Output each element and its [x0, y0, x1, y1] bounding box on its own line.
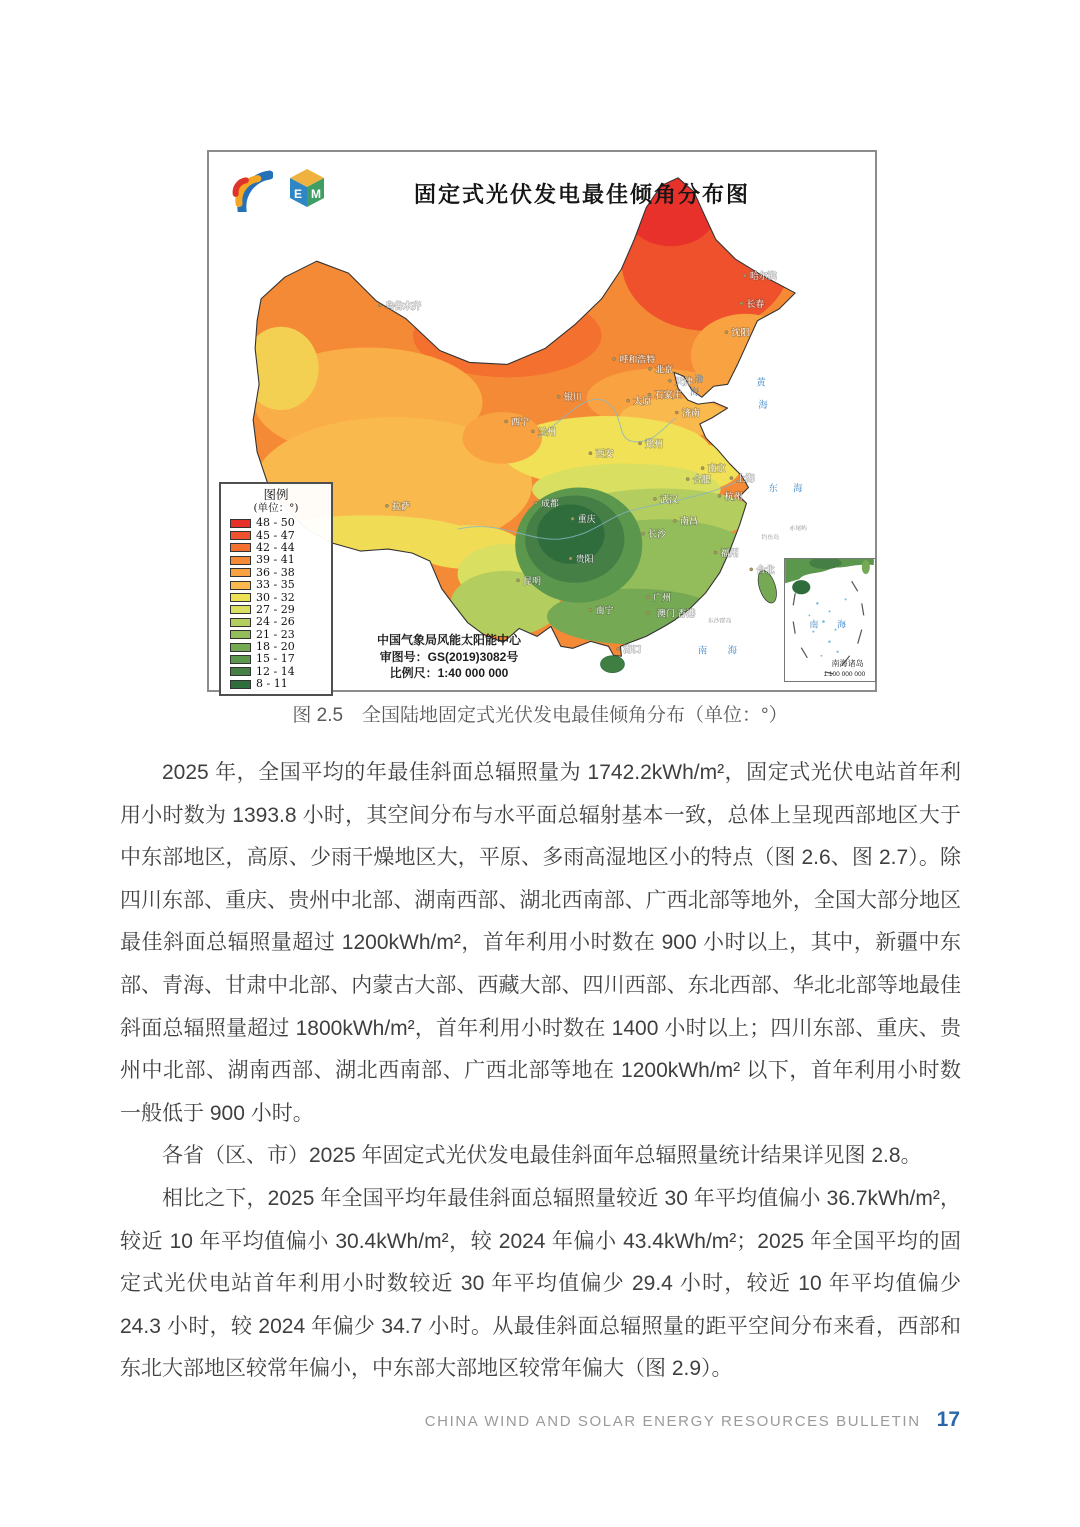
city-dot: [617, 647, 620, 650]
inset-scale-label: 1:100 000 000: [823, 670, 866, 678]
city-dot: [686, 477, 689, 480]
legend-entries: [221, 517, 331, 690]
city-label: 银川: [563, 392, 582, 403]
attribution-agency: 中国气象局风能太阳能中心: [376, 633, 521, 647]
city-label: 海口: [623, 644, 642, 655]
city-dot: [589, 452, 592, 455]
city-label: 南宁: [595, 605, 614, 616]
city-dot: [718, 494, 721, 497]
city-label: 兰州: [538, 426, 556, 437]
legend-swatch: [230, 643, 251, 652]
paragraph: 2025 年，全国平均的年最佳斜面总辐照量为 1742.2kWh/m²，固定式光伏电站首年利用小时数为 1393.8 小时，其空间分布与水平面总辐射基本一致，总体上呈现西部地区大于中东部地区，高原、少雨干燥地区大，平原、多雨高湿地区小的特点（图 2.6、图 2.7）。除四川东部、重庆、贵州中北部、湖南西部、湖北西南部、广西北部等地外，全国大部分地区最佳斜面总辐照量超过 1200kWh/m²，首年利用小时数在 900 小时以上，其中，新疆中东部、青海、甘肃中北部、内蒙古大部、西藏大部、四川西部、东北西部、华北北部等地最佳斜面总辐照量超过 1800kWh/m²，首年利用小时数在 1400 小时以上；四川东部、重庆、贵州中北部、湖南西部、湖北西南部、广西北部等地在 1200kWh/m² 以下，首年利用小时数一般低于 900 小时。: [120, 761, 961, 1125]
city-label: 福州: [720, 547, 739, 558]
city-label: 杭州: [724, 491, 743, 502]
city-dot: [675, 411, 678, 414]
city-dot: [714, 551, 717, 554]
south-china-sea-inset: [784, 558, 876, 682]
legend-row: [221, 616, 331, 628]
city-label: 上海: [736, 473, 755, 484]
city-dot: [531, 430, 534, 433]
hainan-island: [601, 656, 625, 673]
city-dot: [638, 442, 641, 445]
legend-row: [221, 554, 331, 566]
city-dot: [557, 395, 560, 398]
city-dot: [653, 497, 656, 500]
legend-row: [221, 529, 331, 541]
legend-swatch: [230, 543, 251, 552]
paragraph: 各省（区、市）2025 年固定式光伏发电最佳斜面年总辐照量统计结果详见图 2.8。: [162, 1144, 922, 1168]
city-dot: [504, 420, 507, 423]
legend-row: [221, 653, 331, 665]
sea-label: 海: [793, 482, 803, 494]
map-legend: [219, 482, 333, 696]
legend-range-label: 39 - 41: [256, 553, 295, 567]
city-dot: [378, 304, 381, 307]
city-label: 北京: [655, 364, 674, 375]
city-label: 呼和浩特: [619, 354, 656, 365]
legend-range-label: 30 - 32: [256, 590, 295, 604]
legend-range-label: 18 - 20: [256, 640, 295, 654]
legend-range-label: 8 - 11: [256, 677, 288, 691]
city-dot: [385, 504, 388, 507]
legend-row: [221, 542, 331, 554]
city-dot: [730, 476, 733, 479]
sea-label: 黄: [756, 376, 766, 388]
cma-wind-solar-logo-icon: [225, 164, 273, 212]
legend-row: [221, 579, 331, 591]
inset-islands-label: 南海诸岛: [831, 658, 864, 668]
city-dot: [648, 393, 651, 396]
body-text: [120, 752, 961, 1391]
legend-swatch: [230, 667, 251, 676]
city-dot: [750, 568, 753, 571]
city-dot: [725, 331, 728, 334]
city-dot: [646, 596, 649, 599]
attribution-scale: 比例尺：1:40 000 000: [389, 666, 509, 680]
city-label: 重庆: [577, 514, 596, 525]
svg-text:M: M: [311, 187, 321, 201]
legend-row: [221, 629, 331, 641]
legend-range-label: 42 - 44: [256, 540, 295, 554]
legend-swatch: [230, 581, 251, 590]
page-number: 17: [936, 1408, 960, 1431]
figure-map-box: [207, 150, 877, 692]
legend-swatch: [230, 630, 251, 639]
legend-row: [221, 517, 331, 529]
legend-range-label: 24 - 26: [256, 615, 295, 629]
city-label: 拉萨: [392, 501, 410, 512]
city-label: 贵阳: [575, 553, 594, 564]
city-label: 长春: [746, 298, 765, 309]
legend-range-label: 27 - 29: [256, 602, 295, 616]
city-label: 天津: [675, 376, 693, 387]
map-title: 固定式光伏发电最佳倾角分布图: [413, 182, 750, 207]
legend-unit: (单位：°): [253, 502, 299, 514]
city-label: 南昌: [679, 516, 698, 527]
city-label: 郑州: [645, 438, 664, 449]
small-island-label: 东沙群岛: [707, 618, 732, 625]
city-label: 乌鲁木齐: [385, 300, 421, 311]
legend-swatch: [230, 568, 251, 577]
inset-map: [785, 559, 875, 681]
legend-row: [221, 641, 331, 653]
city-label: 石家庄: [654, 390, 682, 401]
footer-bulletin-title: CHINA WIND AND SOLAR ENERGY RESOURCES BULLETIN: [424, 1413, 921, 1430]
legend-range-label: 12 - 14: [256, 664, 295, 678]
city-label: 广州: [653, 592, 672, 603]
sea-label: 海: [758, 399, 768, 411]
legend-range-label: 33 - 35: [256, 578, 295, 592]
city-label: 合肥: [692, 474, 711, 485]
legend-range-label: 15 - 17: [256, 652, 295, 666]
city-dot: [743, 274, 746, 277]
city-label: 西宁: [511, 416, 530, 427]
city-label: 昆明: [523, 575, 541, 586]
legend-row: [221, 567, 331, 579]
city-dot: [612, 357, 615, 360]
city-dot: [627, 399, 630, 402]
legend-swatch: [230, 605, 251, 614]
sea-label: 海: [727, 644, 738, 656]
city-label: 长沙: [648, 529, 667, 540]
legend-swatch: [230, 593, 251, 602]
legend-swatch: [230, 519, 251, 528]
city-label: 成都: [541, 498, 559, 509]
legend-swatch: [230, 556, 251, 565]
city-dot: [641, 532, 644, 535]
legend-range-label: 48 - 50: [256, 516, 295, 530]
legend-range-label: 36 - 38: [256, 565, 295, 579]
city-label: 武汉: [660, 494, 678, 505]
city-label: 澳门 香港: [656, 608, 696, 619]
em-cube-logo-icon: [283, 164, 331, 212]
city-dot: [648, 367, 651, 370]
legend-swatch: [230, 680, 251, 689]
city-label: 台北: [756, 564, 775, 575]
legend-swatch: [230, 531, 251, 540]
page-footer: [425, 1408, 960, 1432]
agency-logos: [225, 164, 331, 212]
city-label: 南京: [707, 463, 726, 474]
legend-row: [221, 678, 331, 690]
city-label: 太原: [633, 396, 652, 407]
inset-sea-label: 南 海: [809, 619, 855, 630]
city-dot: [534, 501, 537, 504]
city-dot: [673, 519, 676, 522]
legend-title: 图例: [263, 487, 289, 502]
attribution-approval-no: 审图号：GS(2019)3082号: [379, 649, 519, 664]
svg-text:E: E: [293, 187, 303, 201]
city-dot: [701, 467, 704, 470]
sea-label: 东: [768, 482, 778, 494]
sea-label: 海: [689, 386, 700, 398]
legend-swatch: [230, 618, 251, 627]
map-attribution: [349, 632, 549, 682]
sea-label: 渤: [693, 373, 704, 385]
city-dot: [668, 379, 671, 382]
small-island-label: 钓鱼岛: [761, 535, 780, 542]
legend-row: [221, 591, 331, 603]
city-label: 哈尔滨: [749, 271, 777, 282]
city-dot: [516, 579, 519, 582]
small-island-label: 赤尾屿: [789, 526, 807, 533]
legend-row: [221, 666, 331, 678]
legend-swatch: [230, 655, 251, 664]
legend-range-label: 45 - 47: [256, 528, 295, 542]
figure-caption: 图 2.5 全国陆地固定式光伏发电最佳倾角分布（单位：°）: [292, 705, 788, 726]
city-dot: [571, 517, 574, 520]
legend-range-label: 21 - 23: [256, 627, 295, 641]
city-label: 沈阳: [731, 327, 750, 338]
legend-row: [221, 604, 331, 616]
city-label: 济南: [681, 408, 700, 419]
paragraph: 相比之下，2025 年全国平均年最佳斜面总辐照量较近 30 年平均值偏小 36.7kWh/m²，较近 10 年平均值偏小 30.4kWh/m²，较 2024 年偏小 43.4kWh/m²；2025 年全国平均的固定式光伏电站首年利用小时数较近 30 年平均值偏少 29.4 小时，较近 10 年平均值偏少 24.3 小时，较 2024 年偏少 34.7 小时。从最佳斜面总辐照量的距平空间分布来看，西部和东北大部地区较常年偏小，中东部大部地区较常年偏大（图 2.9）。: [120, 1186, 961, 1381]
city-dot: [647, 611, 650, 614]
city-dot: [740, 302, 743, 305]
sea-label: 南: [697, 644, 708, 656]
city-dot: [569, 557, 572, 560]
city-dot: [589, 609, 592, 612]
city-label: 西安: [595, 448, 614, 459]
